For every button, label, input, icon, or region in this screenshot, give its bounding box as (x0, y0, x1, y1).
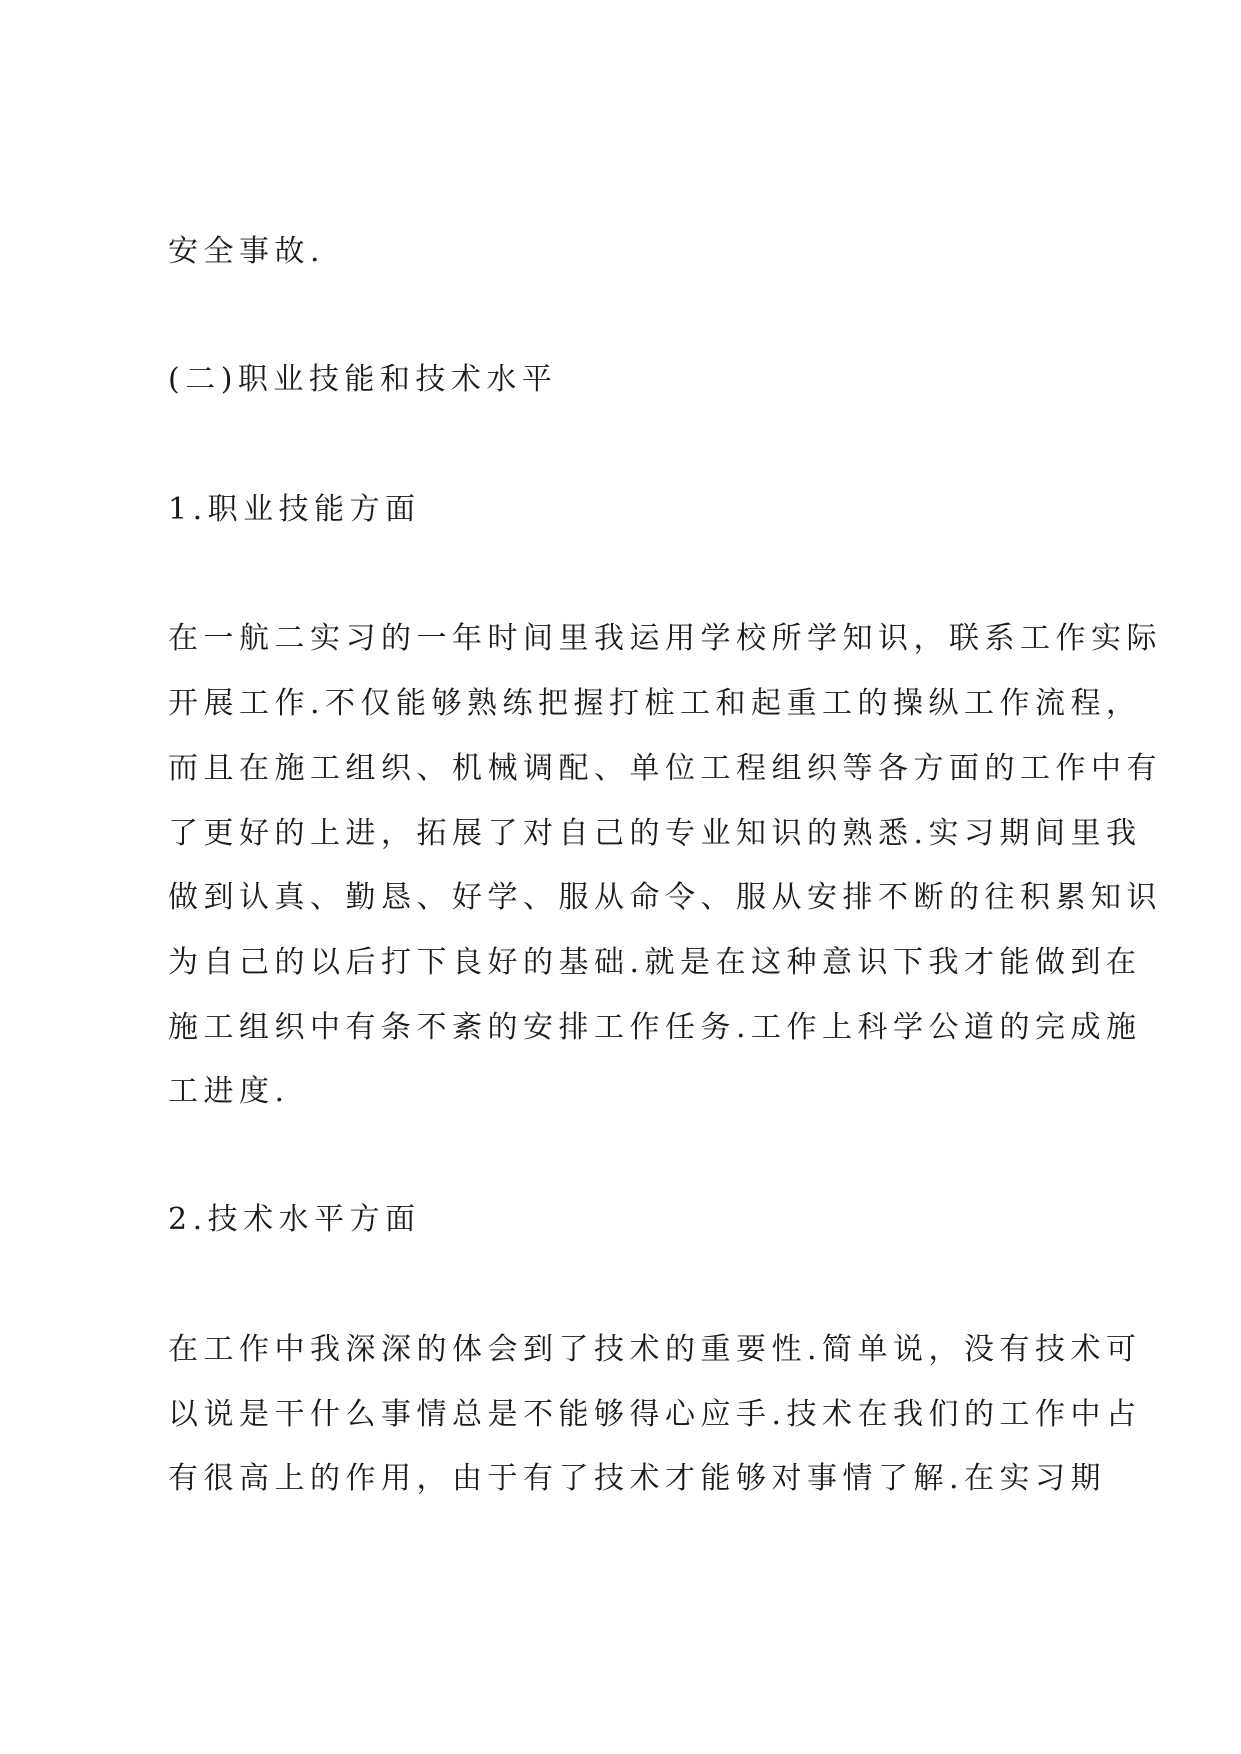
paragraph-line: 开展工作.不仅能够熟练把握打桩工和起重工的操纵工作流程， (168, 686, 1142, 721)
subsection-heading: 2.技术水平方面 (168, 1202, 421, 1237)
paragraph-line: 有很高上的作用，由于有了技术才能够对事情了解.在实习期 (168, 1461, 1107, 1496)
paragraph-line: 做到认真、勤恳、好学、服从命令、服从安排不断的往积累知识 (168, 880, 1162, 915)
paragraph-line: 在工作中我深深的体会到了技术的重要性.简单说，没有技术可 (168, 1332, 1142, 1367)
paragraph-line: 在一航二实习的一年时间里我运用学校所学知识，联系工作实际 (168, 621, 1162, 656)
subsection-heading: 1.职业技能方面 (168, 492, 421, 527)
paragraph-line: 为自己的以后打下良好的基础.就是在这种意识下我才能做到在 (168, 945, 1142, 980)
section-heading: (二)职业技能和技术水平 (168, 362, 558, 397)
paragraph-line: 安全事故. (168, 234, 326, 269)
paragraph-line: 而且在施工组织、机械调配、单位工程组织等各方面的工作中有 (168, 751, 1162, 786)
paragraph-line: 工进度. (168, 1074, 290, 1109)
paragraph-line: 施工组织中有条不紊的安排工作任务.工作上科学公道的完成施 (168, 1010, 1142, 1045)
paragraph-line: 了更好的上进，拓展了对自己的专业知识的熟悉.实习期间里我 (168, 816, 1142, 851)
paragraph-line: 以说是干什么事情总是不能够得心应手.技术在我们的工作中占 (168, 1397, 1142, 1432)
